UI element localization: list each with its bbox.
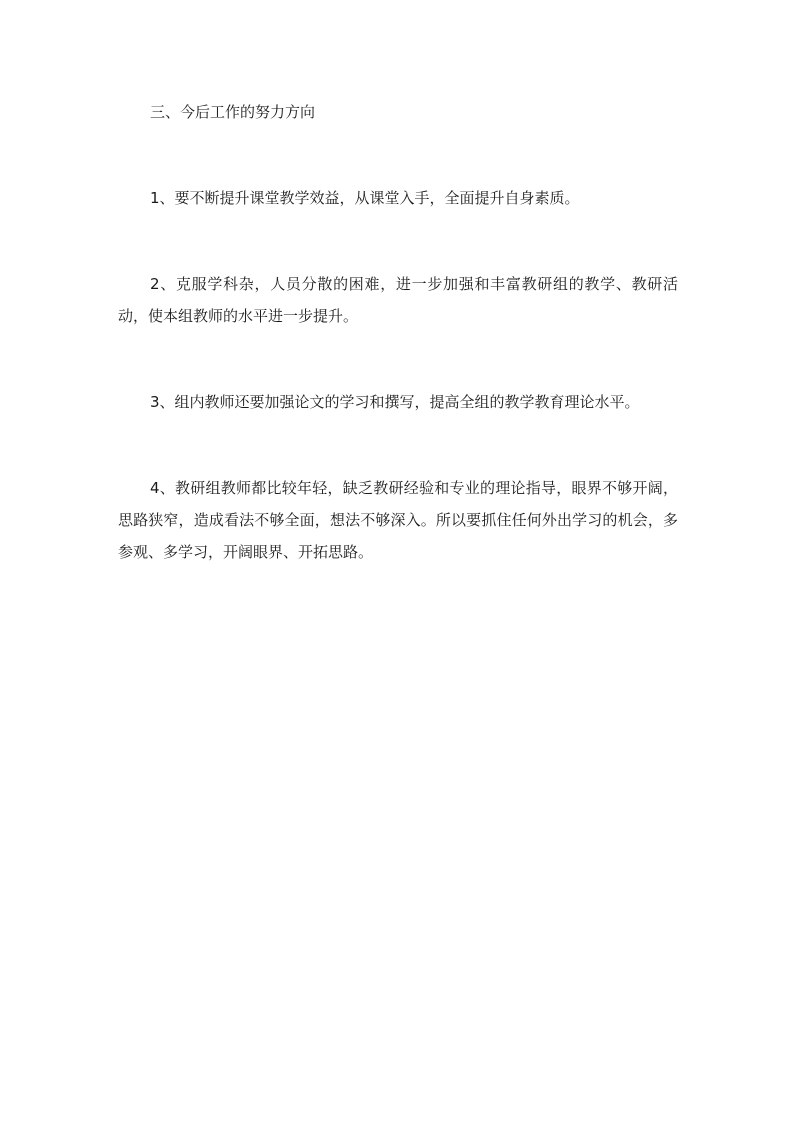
paragraph-1: 1、要不断提升课堂教学效益，从课堂入手，全面提升自身素质。 <box>150 189 580 207</box>
document-body <box>118 96 678 568</box>
section-heading: 三、今后工作的努力方向 <box>150 103 316 121</box>
paragraph-4: 4、教研组教师都比较年轻，缺乏教研经验和专业的理论指导，眼界不够开阔，思路狭窄，造成看法不够全面，想法不够深入。所以要抓住任何外出学习的机会，多参观、多学习，开阔眼界、开拓思路。 <box>118 479 678 561</box>
paragraph-2: 2、克服学科杂，人员分散的困难，进一步加强和丰富教研组的教学、教研活动，使本组教师的水平进一步提升。 <box>118 275 678 325</box>
spacer <box>118 214 678 268</box>
paragraph-3: 3、组内教师还要加强论文的学习和撰写，提高全组的教学教育理论水平。 <box>150 393 640 411</box>
spacer <box>118 418 678 472</box>
spacer <box>118 128 678 182</box>
spacer <box>118 332 678 386</box>
